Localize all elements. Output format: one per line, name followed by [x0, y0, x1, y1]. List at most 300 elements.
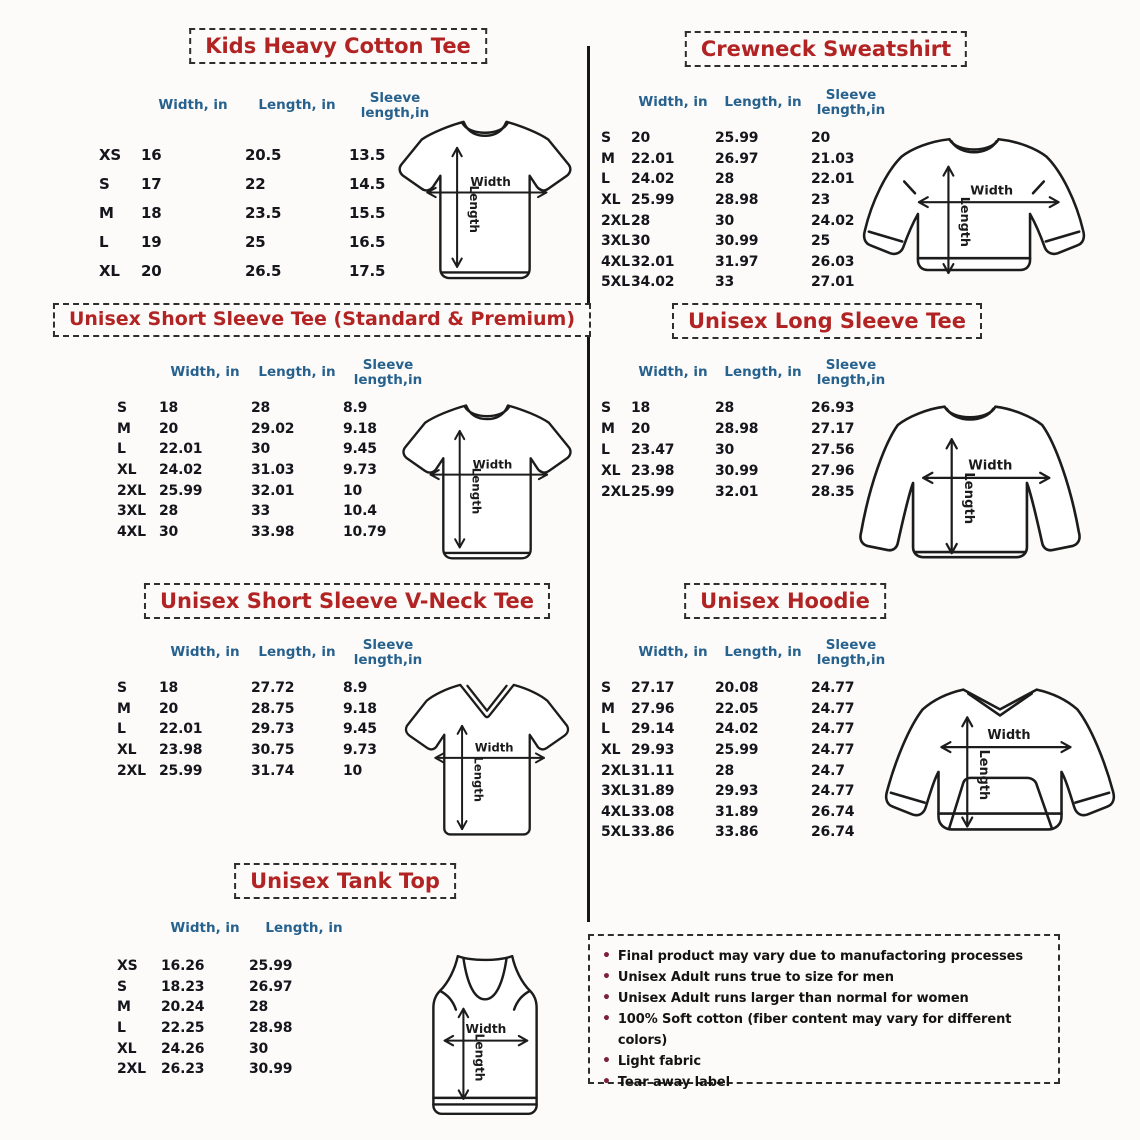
size-label: L: [117, 721, 126, 738]
crewneck-illustration: [856, 126, 1092, 296]
measurement-value: 31.89: [631, 783, 675, 800]
measurement-value: 26.97: [249, 978, 293, 995]
table-row: [113, 1038, 359, 1059]
table-row: [597, 231, 891, 252]
section-title-longsleeve: Unisex Long Sleeve Tee: [672, 303, 982, 339]
table-row: [95, 169, 441, 198]
size-label: M: [601, 421, 615, 438]
size-label: XL: [601, 192, 621, 209]
column-header: [161, 910, 249, 948]
size-label: M: [117, 420, 131, 437]
size-label: 4XL: [601, 803, 630, 820]
measurement-value: 20: [631, 421, 651, 438]
measurement-value: 20.24: [161, 999, 205, 1016]
measurement-value: 28.75: [251, 700, 295, 717]
table-row: [597, 440, 891, 461]
bullet-icon: •: [602, 948, 611, 964]
size-label: L: [601, 721, 610, 738]
measurement-value: 22.25: [161, 1020, 205, 1037]
size-label: XL: [117, 462, 137, 479]
column-header: [631, 350, 715, 396]
measurement-value: 28.98: [249, 1020, 293, 1037]
size-table-tank: [113, 910, 359, 1080]
measurement-value: 30.75: [251, 742, 295, 759]
measurement-value: 25: [245, 232, 266, 251]
table-row: [597, 460, 891, 481]
size-label: 4XL: [601, 253, 630, 270]
table-row: [113, 740, 433, 761]
measurement-value: 28: [159, 503, 179, 520]
measurement-value: 31.74: [251, 762, 295, 779]
measurement-value: 25.99: [631, 192, 675, 209]
measurement-value: 32.01: [631, 253, 675, 270]
garment-art-standard: [396, 394, 578, 568]
table-row: [597, 149, 891, 170]
measurement-value: 22: [245, 174, 266, 193]
measurement-value: 31.89: [715, 803, 759, 820]
column-header: [159, 350, 251, 396]
measurement-value: 33.08: [631, 803, 675, 820]
width-arrow-label: Width: [470, 174, 511, 189]
measurement-value: 28: [715, 400, 735, 417]
table-row: [113, 480, 433, 501]
size-column-spacer: [597, 80, 631, 126]
measurement-value: 9.45: [343, 441, 377, 458]
measurement-value: 20: [631, 130, 651, 147]
size-label: XL: [99, 261, 120, 280]
garment-art-kids: [392, 108, 578, 290]
column-header-line: length,in: [816, 372, 886, 388]
measurement-value: 26.74: [811, 824, 855, 841]
measurement-value: 25.99: [715, 130, 759, 147]
note-item: [602, 967, 1046, 988]
column-header-line: length,in: [816, 102, 886, 118]
column-header-line: Length, in: [258, 364, 336, 381]
tank-illustration: [424, 950, 546, 1120]
measurement-value: 27.56: [811, 441, 855, 458]
column-header-line: length,in: [353, 372, 423, 388]
table-row: [113, 1018, 359, 1039]
measurement-value: 24.77: [811, 721, 855, 738]
length-arrow-label: Length: [469, 467, 484, 515]
column-header-line: Sleeve: [825, 86, 877, 103]
measurement-value: 30: [251, 441, 271, 458]
measurement-value: 33: [715, 274, 735, 291]
measurement-value: 10.4: [343, 503, 377, 520]
measurement-value: 28: [631, 212, 651, 229]
size-column-spacer: [113, 350, 159, 396]
width-arrow-label: Width: [987, 728, 1031, 744]
size-column-spacer: [95, 80, 141, 132]
measurement-value: 10: [343, 762, 363, 779]
measurement-value: 22.01: [159, 441, 203, 458]
measurement-value: 27.01: [811, 274, 855, 291]
size-label: XL: [601, 462, 621, 479]
size-label: S: [117, 400, 127, 417]
measurement-value: 27.17: [631, 680, 675, 697]
measurement-value: 31.97: [715, 253, 759, 270]
tee-illustration: [392, 108, 578, 290]
column-header-line: Sleeve: [362, 636, 414, 653]
length-arrow-label: Length: [960, 472, 976, 525]
measurement-value: 22.01: [159, 721, 203, 738]
table-row: [597, 419, 891, 440]
measurement-value: 26.74: [811, 803, 855, 820]
table-row: [113, 719, 433, 740]
measurement-value: 30: [631, 233, 651, 250]
center-divider-line: [587, 46, 590, 922]
table-header-row: [113, 630, 433, 676]
measurement-value: 13.5: [349, 145, 386, 164]
column-header: [343, 350, 433, 396]
table-row: [113, 956, 359, 977]
length-arrow-label: Length: [471, 756, 486, 802]
size-label: 5XL: [601, 274, 630, 291]
note-item: [602, 946, 1046, 967]
measurement-value: 10.79: [343, 523, 387, 540]
garment-art-vneck: [398, 670, 576, 844]
measurement-value: 8.9: [343, 400, 368, 417]
column-header-line: Length, in: [724, 94, 802, 111]
size-label: 3XL: [601, 783, 630, 800]
size-label: M: [117, 999, 131, 1016]
measurement-value: 32.01: [251, 482, 295, 499]
size-label: 2XL: [601, 483, 630, 500]
measurement-value: 28: [715, 762, 735, 779]
table-row: [95, 140, 441, 169]
measurement-value: 18: [159, 400, 179, 417]
measurement-value: 23.47: [631, 441, 675, 458]
size-label: L: [601, 441, 610, 458]
size-label: 2XL: [601, 212, 630, 229]
measurement-value: 31.11: [631, 762, 675, 779]
table-row: [597, 822, 891, 843]
table-row: [95, 256, 441, 285]
note-text: Unisex Adult runs larger than normal for women: [617, 991, 969, 1006]
measurement-value: 26.97: [715, 150, 759, 167]
measurement-value: 19: [141, 232, 162, 251]
size-label: 2XL: [117, 762, 146, 779]
measurement-value: 20: [159, 420, 179, 437]
column-header-line: Width, in: [170, 920, 240, 937]
garment-outline: [400, 122, 571, 278]
measurement-value: 30.99: [715, 233, 759, 250]
column-header: [251, 630, 343, 676]
size-label: S: [117, 978, 127, 995]
bullet-icon: •: [602, 969, 611, 985]
table-row: [597, 740, 891, 761]
measurement-value: 16: [141, 145, 162, 164]
size-label: 3XL: [117, 503, 146, 520]
size-label: L: [117, 441, 126, 458]
column-header-line: Length, in: [265, 920, 343, 937]
measurement-value: 28: [715, 171, 735, 188]
measurement-value: 25.99: [249, 958, 293, 975]
measurement-value: 22.01: [811, 171, 855, 188]
measurement-value: 9.45: [343, 721, 377, 738]
measurement-value: 18.23: [161, 978, 205, 995]
measurement-value: 20.5: [245, 145, 282, 164]
column-header-line: Length, in: [258, 644, 336, 661]
size-label: S: [117, 680, 127, 697]
table-row: [597, 169, 891, 190]
column-header-line: Sleeve: [825, 636, 877, 653]
garment-art-tank: [424, 950, 546, 1120]
column-header-line: Length, in: [258, 97, 336, 114]
bullet-icon: •: [602, 990, 611, 1006]
section-title-tank: Unisex Tank Top: [234, 863, 456, 899]
section-title-vneck: Unisex Short Sleeve V-Neck Tee: [144, 583, 550, 619]
column-header: [141, 80, 245, 132]
note-text: Final product may vary due to manufactoring processes: [617, 949, 1023, 964]
table-row: [95, 198, 441, 227]
size-table-longsleeve: [597, 350, 891, 502]
measurement-value: 33.98: [251, 523, 295, 540]
size-table-kids: [95, 80, 441, 285]
measurement-value: 24.02: [715, 721, 759, 738]
measurement-value: 27.72: [251, 680, 295, 697]
measurement-value: 25: [811, 233, 831, 250]
size-table-vneck: [113, 630, 433, 781]
column-header: [245, 80, 349, 132]
table-row: [597, 398, 891, 419]
table-row: [113, 522, 433, 543]
column-header-line: length,in: [360, 105, 430, 121]
measurement-value: 20: [141, 261, 162, 280]
table-row: [597, 252, 891, 273]
measurement-value: 24.77: [811, 783, 855, 800]
column-header-line: length,in: [816, 652, 886, 668]
table-row: [113, 997, 359, 1018]
measurement-value: 27.17: [811, 421, 855, 438]
table-header-row: [597, 630, 891, 676]
size-column-spacer: [113, 910, 161, 948]
table-row: [113, 439, 433, 460]
column-header-line: Width, in: [638, 94, 708, 111]
measurement-value: 32.01: [715, 483, 759, 500]
size-label: S: [99, 174, 110, 193]
measurement-value: 16.5: [349, 232, 386, 251]
measurement-value: 28.98: [715, 421, 759, 438]
note-item: [602, 1072, 1046, 1093]
size-label: 2XL: [117, 482, 146, 499]
length-arrow-label: Length: [467, 185, 482, 233]
measurement-value: 27.96: [811, 462, 855, 479]
garment-art-longsleeve: [848, 392, 1092, 580]
measurement-value: 24.77: [811, 700, 855, 717]
measurement-value: 23: [811, 192, 831, 209]
measurement-value: 23.98: [631, 462, 675, 479]
size-column-spacer: [113, 630, 159, 676]
table-row: [113, 1059, 359, 1080]
measurement-value: 18: [631, 400, 651, 417]
measurement-value: 22.05: [715, 700, 759, 717]
table-header-row: [597, 80, 891, 126]
bullet-icon: •: [602, 1053, 611, 1069]
section-title-crewneck: Crewneck Sweatshirt: [685, 31, 967, 67]
measurement-value: 10: [343, 482, 363, 499]
measurement-value: 25.99: [715, 742, 759, 759]
note-text: Light fabric: [617, 1054, 702, 1069]
table-row: [597, 190, 891, 211]
size-label: S: [601, 400, 611, 417]
longsleeve-illustration: [848, 392, 1092, 580]
garment-outline: [864, 139, 1084, 270]
width-arrow-label: Width: [474, 740, 514, 755]
measurement-value: 24.77: [811, 742, 855, 759]
measurement-value: 34.02: [631, 274, 675, 291]
column-header: [631, 80, 715, 126]
table-row: [113, 501, 433, 522]
size-label: 2XL: [601, 762, 630, 779]
measurement-value: 28.35: [811, 483, 855, 500]
garment-outline: [404, 405, 571, 558]
measurement-value: 29.14: [631, 721, 675, 738]
table-row: [113, 699, 433, 720]
size-label: S: [601, 680, 611, 697]
measurement-value: 17.5: [349, 261, 386, 280]
column-header-line: Width, in: [158, 97, 228, 114]
measurement-value: 9.18: [343, 700, 377, 717]
note-item: [602, 1009, 1046, 1051]
measurement-value: 25.99: [631, 483, 675, 500]
size-label: XS: [117, 958, 138, 975]
measurement-value: 9.73: [343, 742, 377, 759]
garment-art-hoodie: [876, 666, 1124, 858]
section-title-kids: Kids Heavy Cotton Tee: [189, 28, 487, 64]
measurement-value: 20: [159, 700, 179, 717]
measurement-value: 24.02: [811, 212, 855, 229]
table-row: [597, 678, 891, 699]
table-row: [597, 481, 891, 502]
size-table-crewneck: [597, 80, 891, 293]
measurement-value: 15.5: [349, 203, 386, 222]
length-arrow-label: Length: [976, 749, 992, 801]
column-header-line: Width, in: [170, 644, 240, 661]
measurement-value: 16.26: [161, 958, 205, 975]
size-label: M: [117, 700, 131, 717]
measurement-value: 28.98: [715, 192, 759, 209]
garment-outline: [406, 685, 568, 835]
size-label: XL: [117, 742, 137, 759]
measurement-value: 24.02: [159, 462, 203, 479]
measurement-value: 23.98: [159, 742, 203, 759]
table-header-row: [95, 80, 441, 132]
column-header-line: Sleeve: [369, 89, 421, 106]
table-row: [113, 398, 433, 419]
table-row: [597, 210, 891, 231]
size-label: 3XL: [601, 233, 630, 250]
column-header-line: Width, in: [638, 644, 708, 661]
measurement-value: 28: [251, 400, 271, 417]
measurement-value: 29.93: [715, 783, 759, 800]
column-header: [811, 350, 891, 396]
measurement-value: 25.99: [159, 762, 203, 779]
table-row: [113, 977, 359, 998]
column-header: [159, 630, 251, 676]
column-header-line: Width, in: [638, 364, 708, 381]
table-row: [597, 128, 891, 149]
garment-art-crewneck: [856, 126, 1092, 296]
measurement-value: 29.02: [251, 420, 295, 437]
notes-box: [588, 934, 1060, 1090]
width-arrow-label: Width: [970, 183, 1014, 199]
table-row: [597, 719, 891, 740]
length-arrow-label: Length: [957, 196, 973, 247]
table-header-row: [113, 910, 359, 948]
column-header: [715, 80, 811, 126]
measurement-value: 25.99: [159, 482, 203, 499]
table-row: [597, 760, 891, 781]
size-label: M: [601, 700, 615, 717]
size-label: XS: [99, 145, 121, 164]
width-arrow-label: Width: [968, 458, 1013, 474]
table-row: [113, 460, 433, 481]
note-item: [602, 1051, 1046, 1072]
table-row: [95, 227, 441, 256]
measurement-value: 30.99: [715, 462, 759, 479]
measurement-value: 14.5: [349, 174, 386, 193]
measurement-value: 9.18: [343, 420, 377, 437]
measurement-value: 26.03: [811, 253, 855, 270]
measurement-value: 30: [249, 1040, 269, 1057]
column-header-line: Width, in: [170, 364, 240, 381]
measurement-value: 23.5: [245, 203, 282, 222]
bullet-icon: •: [602, 1011, 611, 1027]
width-arrow-label: Width: [472, 457, 513, 472]
measurement-value: 30: [715, 212, 735, 229]
measurement-value: 27.96: [631, 700, 675, 717]
size-column-spacer: [597, 350, 631, 396]
size-table-standard: [113, 350, 433, 542]
measurement-value: 29.93: [631, 742, 675, 759]
column-header-line: Length, in: [724, 644, 802, 661]
measurement-value: 26.93: [811, 400, 855, 417]
table-row: [113, 678, 433, 699]
table-row: [113, 760, 433, 781]
note-text: Unisex Adult runs true to size for men: [617, 970, 894, 985]
note-text: 100% Soft cotton (fiber content may vary for different colors): [617, 1012, 1012, 1048]
measurement-value: 33.86: [715, 824, 759, 841]
measurement-value: 21.03: [811, 150, 855, 167]
width-arrow-label: Width: [465, 1022, 507, 1037]
measurement-value: 22.01: [631, 150, 675, 167]
table-row: [113, 419, 433, 440]
column-header-line: Sleeve: [825, 356, 877, 373]
size-label: M: [99, 203, 114, 222]
measurement-value: 24.7: [811, 762, 845, 779]
section-title-standard: Unisex Short Sleeve Tee (Standard & Premium): [53, 303, 591, 337]
table-row: [597, 272, 891, 293]
measurement-value: 26.23: [161, 1061, 205, 1078]
column-header-line: Length, in: [724, 364, 802, 381]
measurement-value: 17: [141, 174, 162, 193]
size-label: L: [601, 171, 610, 188]
measurement-value: 30: [715, 441, 735, 458]
measurement-value: 8.9: [343, 680, 368, 697]
measurement-value: 20: [811, 130, 831, 147]
size-label: S: [601, 130, 611, 147]
measurement-value: 18: [141, 203, 162, 222]
column-header: [251, 350, 343, 396]
measurement-value: 28: [249, 999, 269, 1016]
measurement-value: 9.73: [343, 462, 377, 479]
size-label: 4XL: [117, 523, 146, 540]
size-label: L: [99, 232, 109, 251]
column-header: [811, 80, 891, 126]
table-row: [597, 802, 891, 823]
column-header: [249, 910, 359, 948]
